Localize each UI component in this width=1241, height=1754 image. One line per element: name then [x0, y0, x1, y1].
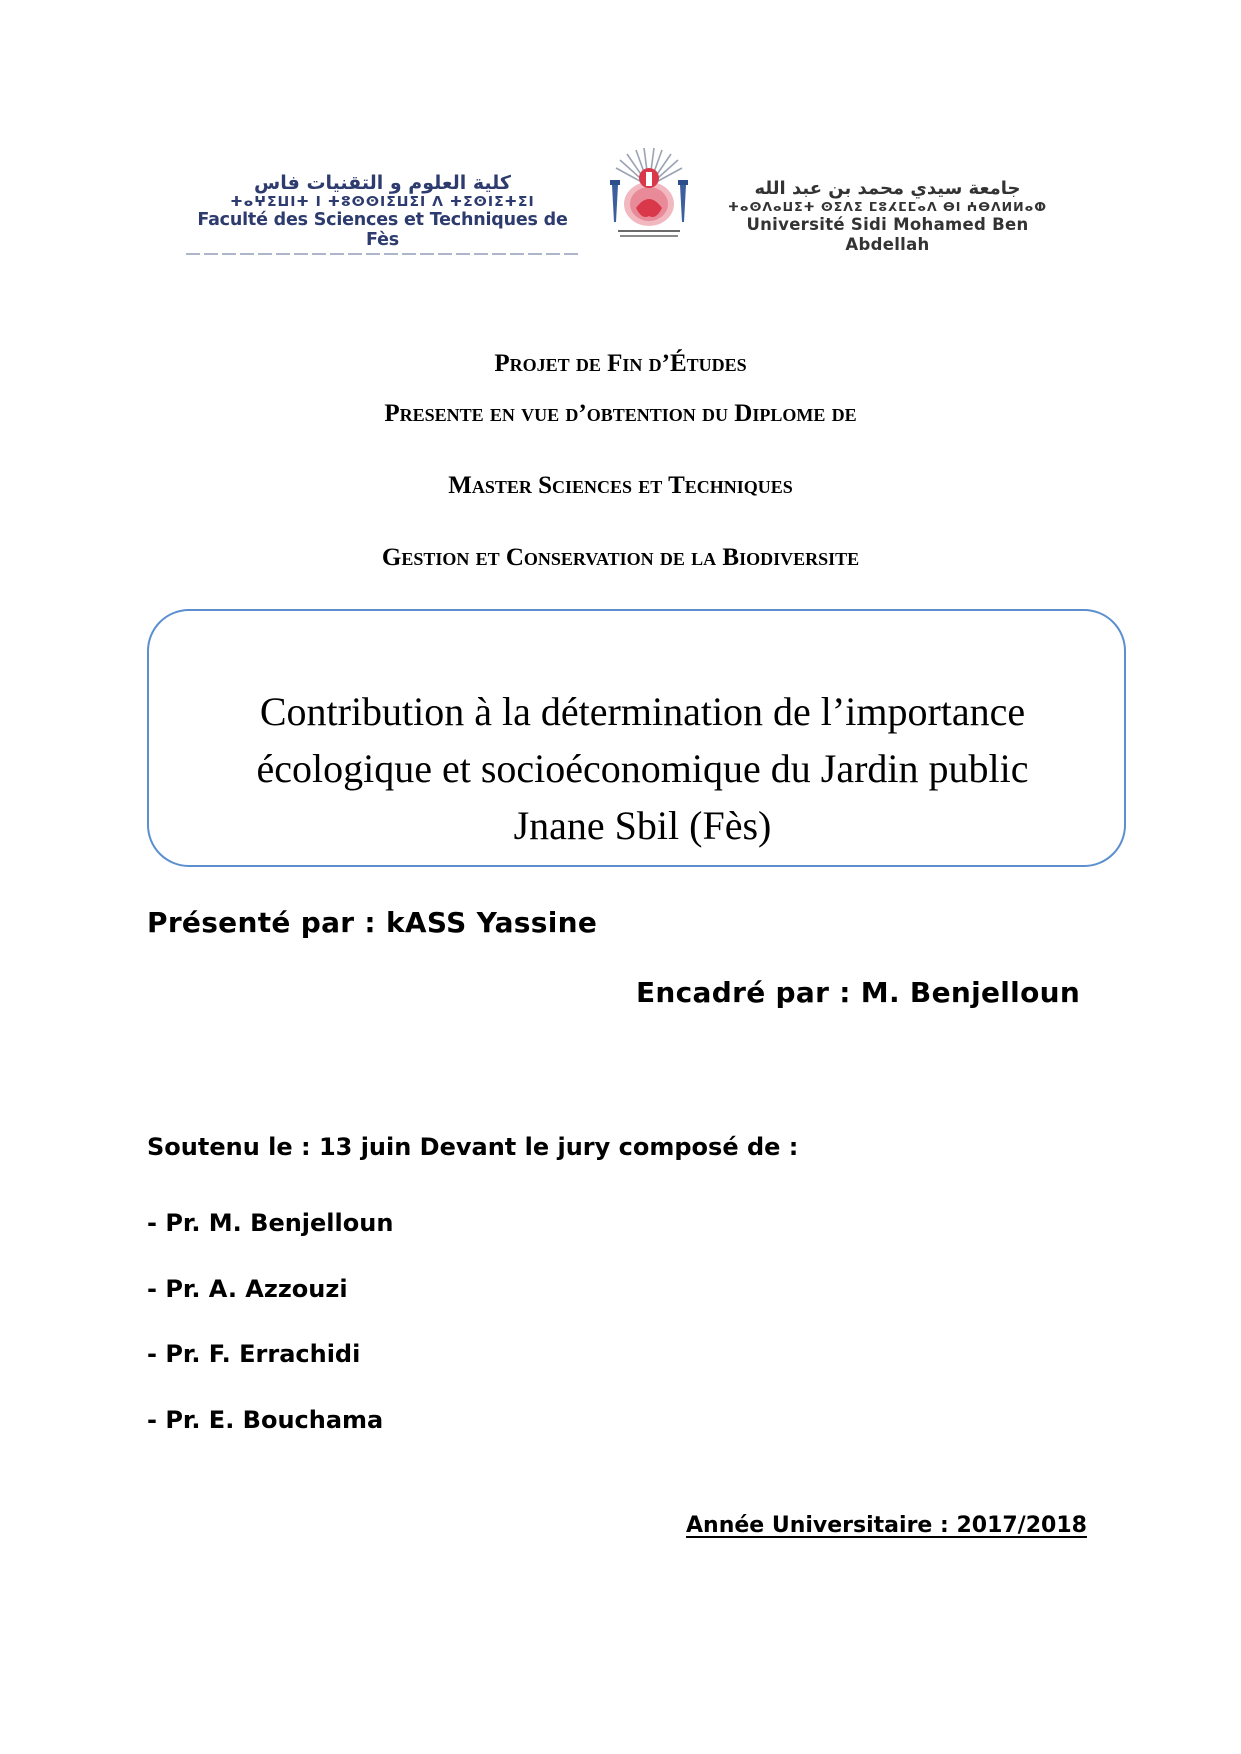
university-logo	[715, 178, 1060, 255]
presenter: Présenté par : kASS Yassine	[147, 906, 598, 939]
jury-list	[147, 1208, 393, 1470]
thesis-title-line: Jnane Sbil (Fès)	[513, 803, 772, 848]
faculty-logo	[180, 172, 585, 255]
academic-year: Année Universitaire : 2017/2018	[686, 1513, 1087, 1538]
heading-master: Master Sciences et Techniques	[448, 472, 793, 499]
jury-member: - Pr. F. Errachidi	[147, 1340, 361, 1368]
jury-member: - Pr. M. Benjelloun	[147, 1209, 394, 1237]
heading-project: Projet de Fin d’Études	[494, 350, 747, 377]
faculty-name-french: Faculté des Sciences et Techniques de Fès	[197, 210, 568, 250]
thesis-title	[149, 683, 1124, 854]
jury-member: - Pr. E. Bouchama	[147, 1405, 384, 1434]
thesis-title-line: écologique et socioéconomique du Jardin public	[256, 746, 1029, 791]
thesis-title-line: Contribution à la détermination de l’importance	[259, 689, 1026, 734]
faculty-name-tifinagh: ⵜⴰⵖⵉⵡⵏⵜ ⵏ ⵜⵓⵙⵙⵏⵉⵡⵉⵏ ⴷ ⵜⵉⵙⵏⵉⵜⵉⵏ	[230, 194, 535, 210]
defense-info: Soutenu le : 13 juin Devant le jury composé de :	[147, 1133, 799, 1161]
university-name-arabic: جامعة سيدي محمد بن عبد الله	[754, 178, 1021, 199]
heading-specialty: Gestion et Conservation de la Biodiversite	[381, 544, 860, 571]
university-name-tifinagh: ⵜⴰⵙⴷⴰⵡⵉⵜ ⵙⵉⴷⵉ ⵎⵓⵃⵎⵎⴰⴷ ⴱⵏ ⵄⴱⴷⵍⵍⴰⵀ	[727, 199, 1048, 214]
faculty-name-arabic: كلية العلوم و التقنيات فاس	[254, 172, 511, 194]
faculty-logo-rule	[186, 253, 579, 255]
jury-member: - Pr. A. Azzouzi	[147, 1274, 348, 1303]
university-crest-icon	[606, 146, 692, 242]
heading-presented-for: Presente en vue d’obtention du Diplome de	[384, 400, 857, 427]
university-name-french: Université Sidi Mohamed Ben Abdellah	[746, 215, 1029, 254]
thesis-title-box	[147, 609, 1126, 867]
supervisor: Encadré par : M. Benjelloun	[636, 976, 1081, 1009]
